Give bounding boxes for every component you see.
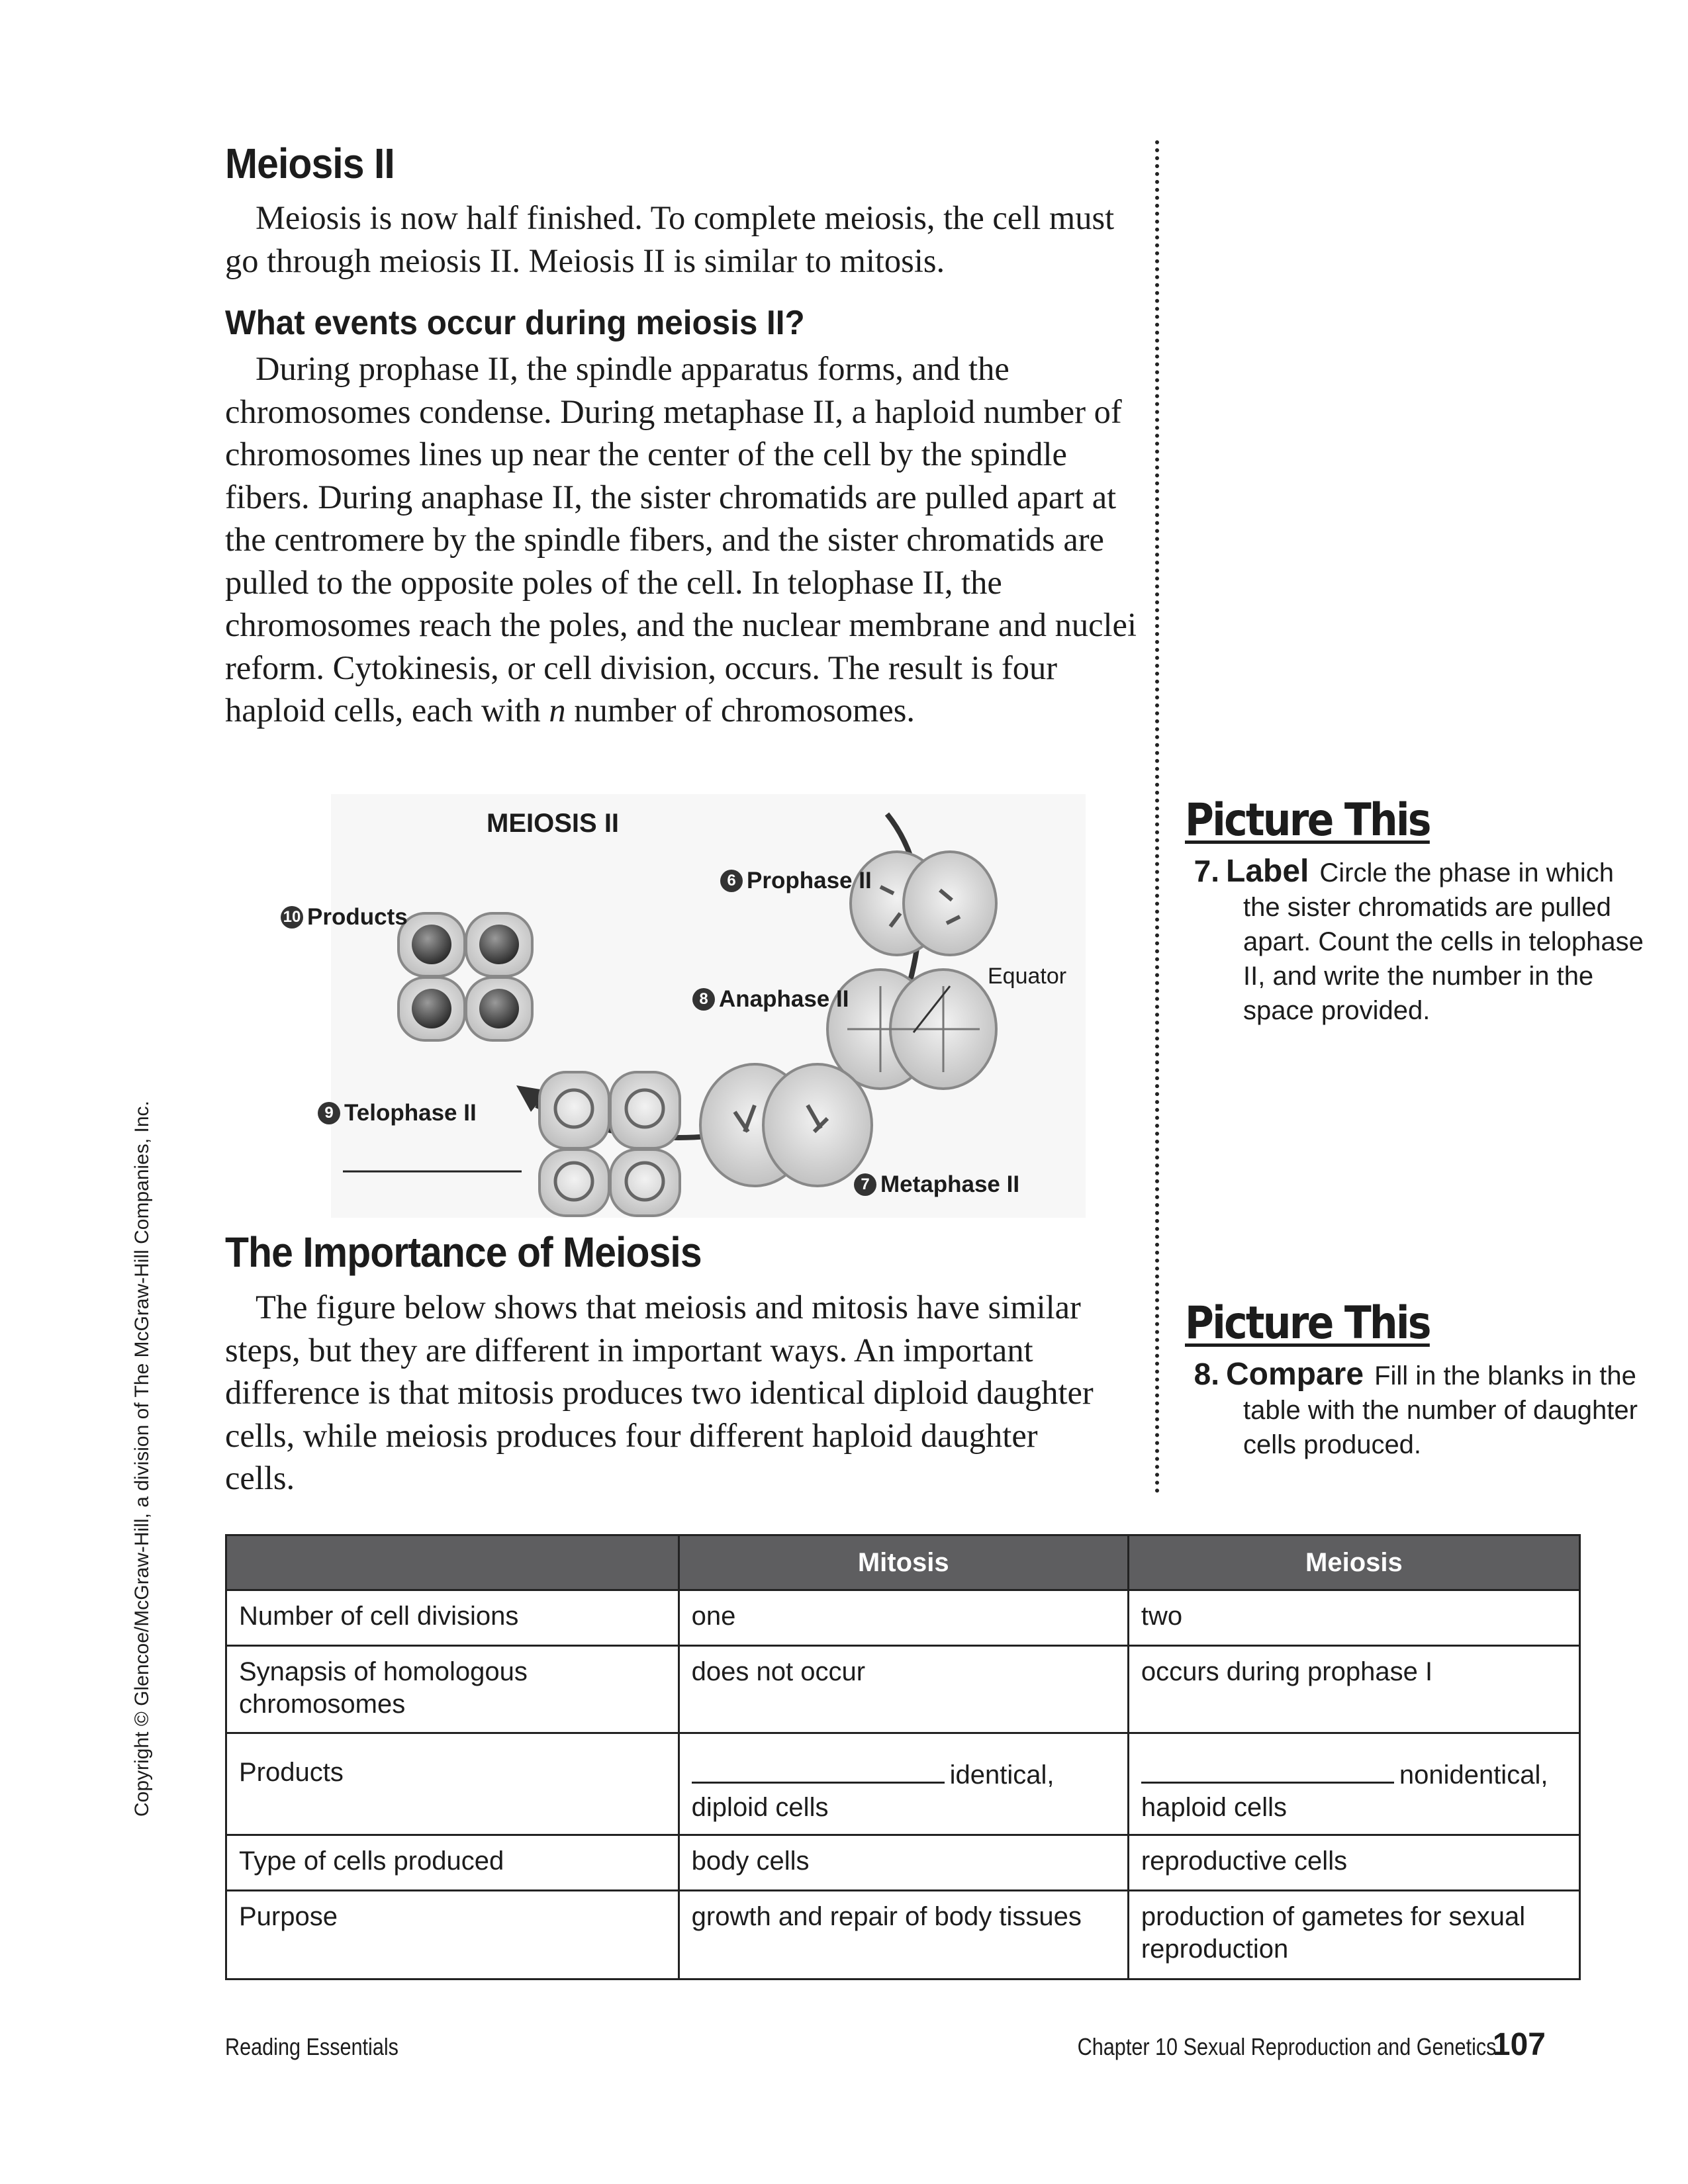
label-metaphase: 7 Metaphase II xyxy=(854,1171,1019,1198)
figure-title: MEIOSIS II xyxy=(487,809,620,838)
label-anaphase: 8 Anaphase II xyxy=(692,986,849,1013)
meiosis-diagram xyxy=(225,794,1086,1218)
label-telophase: 9 Telophase II xyxy=(318,1100,477,1126)
page-number: 107 xyxy=(1492,2027,1546,2062)
intro-paragraph: Meiosis is now half finished. To complete meiosis, the cell must go through meiosis II. Meiosis II is similar to mitosis. xyxy=(225,199,1115,279)
table-header-row xyxy=(226,1535,1580,1590)
meiosis-cell: production of gametes for sexual reproduction xyxy=(1128,1891,1579,1979)
mitosis-cell: does not occur xyxy=(679,1646,1128,1733)
number-badge: 7 xyxy=(854,1173,876,1196)
picture-this-heading: Picture This xyxy=(1185,794,1430,846)
row-label: Products xyxy=(226,1733,679,1835)
table-row xyxy=(226,1590,1580,1646)
row-label: Synapsis of homologous chromosomes xyxy=(226,1646,679,1733)
importance-paragraph: The figure below shows that meiosis and mitosis have similar steps, but they are different in important ways. An important difference is that mitosis produces two identical diploid daughter cells, while meiosis produces four different haploid daughter cells. xyxy=(225,1289,1094,1496)
table-row xyxy=(226,1835,1580,1891)
meiosis-cell: reproductive cells xyxy=(1128,1835,1579,1891)
picture-this-heading: Picture This xyxy=(1185,1297,1430,1349)
prophase-cells xyxy=(851,852,996,955)
mitosis-cell: one xyxy=(679,1590,1128,1646)
number-badge: 10 xyxy=(281,906,303,929)
label-equator: Equator xyxy=(988,964,1067,989)
meiosis-products-blank[interactable] xyxy=(1141,1756,1394,1784)
mitosis-cell: body cells xyxy=(679,1835,1128,1891)
row-label: Type of cells produced xyxy=(226,1835,679,1891)
mitosis-cell: growth and repair of body tissues xyxy=(679,1891,1128,1979)
table-row xyxy=(226,1891,1580,1979)
header-mitosis: Mitosis xyxy=(679,1535,1128,1590)
table-row xyxy=(226,1733,1580,1835)
label-prophase: 6 Prophase II xyxy=(720,868,872,894)
header-meiosis: Meiosis xyxy=(1128,1535,1579,1590)
footer-chapter: Chapter 10 Sexual Reproduction and Genetics xyxy=(1077,2033,1496,2060)
table-row xyxy=(226,1646,1580,1733)
sidebar-note-compare: 8. Compare Fill in the blanks in the table with the number of daughter cells produced. xyxy=(1194,1357,1638,1459)
row-label: Number of cell divisions xyxy=(226,1590,679,1646)
meiosis-cell: nonidentical, haploid cells xyxy=(1128,1733,1579,1835)
number-badge: 9 xyxy=(318,1102,340,1124)
meiosis-cell: occurs during prophase I xyxy=(1128,1646,1579,1733)
column-divider xyxy=(1155,140,1159,1494)
comparison-table xyxy=(225,1534,1581,1980)
n-variable: n xyxy=(549,692,566,729)
mitosis-products-blank[interactable] xyxy=(692,1756,945,1784)
metaphase-cells xyxy=(700,1064,872,1186)
label-products: 10 Products xyxy=(281,904,408,931)
meiosis-cell: two xyxy=(1128,1590,1579,1646)
events-paragraph: During prophase II, the spindle apparatus forms, and the chromosomes condense. During metaphase II, a haploid number of chromosomes lines up near the center of the cell by the spindle fibers. During anaphase II, the sister chromatids are pulled apart at the centromere by the spindle fibers, and the sister chromatids are pulled to the opposite poles of the cell. In telophase II, the chromosomes reach the poles, and the nuclear membrane and nuclei reform. Cytokinesis, or cell division, occurs. The result is four haploid cells, each with n number of chromosomes. xyxy=(225,350,1137,729)
sidebar-note-label: 7. Label Circle the phase in which the sister chromatids are pulled apart. Count the cells in telophase II, and write the number in the space provided. xyxy=(1194,854,1644,1025)
anaphase-cells xyxy=(827,970,996,1089)
heading-meiosis-ii: Meiosis II xyxy=(225,140,395,187)
meiosis-ii-figure xyxy=(225,794,1086,1218)
heading-events: What events occur during meiosis II? xyxy=(225,304,805,342)
mitosis-cell: identical, diploid cells xyxy=(679,1733,1128,1835)
copyright-notice: Copyright © Glencoe/McGraw-Hill, a division of The McGraw-Hill Companies, Inc. xyxy=(131,1101,153,1817)
footer-left: Reading Essentials xyxy=(225,2033,399,2060)
row-label: Purpose xyxy=(226,1891,679,1979)
heading-importance: The Importance of Meiosis xyxy=(225,1228,702,1276)
number-badge: 8 xyxy=(692,988,715,1011)
header-empty xyxy=(226,1535,679,1590)
number-badge: 6 xyxy=(720,870,743,892)
